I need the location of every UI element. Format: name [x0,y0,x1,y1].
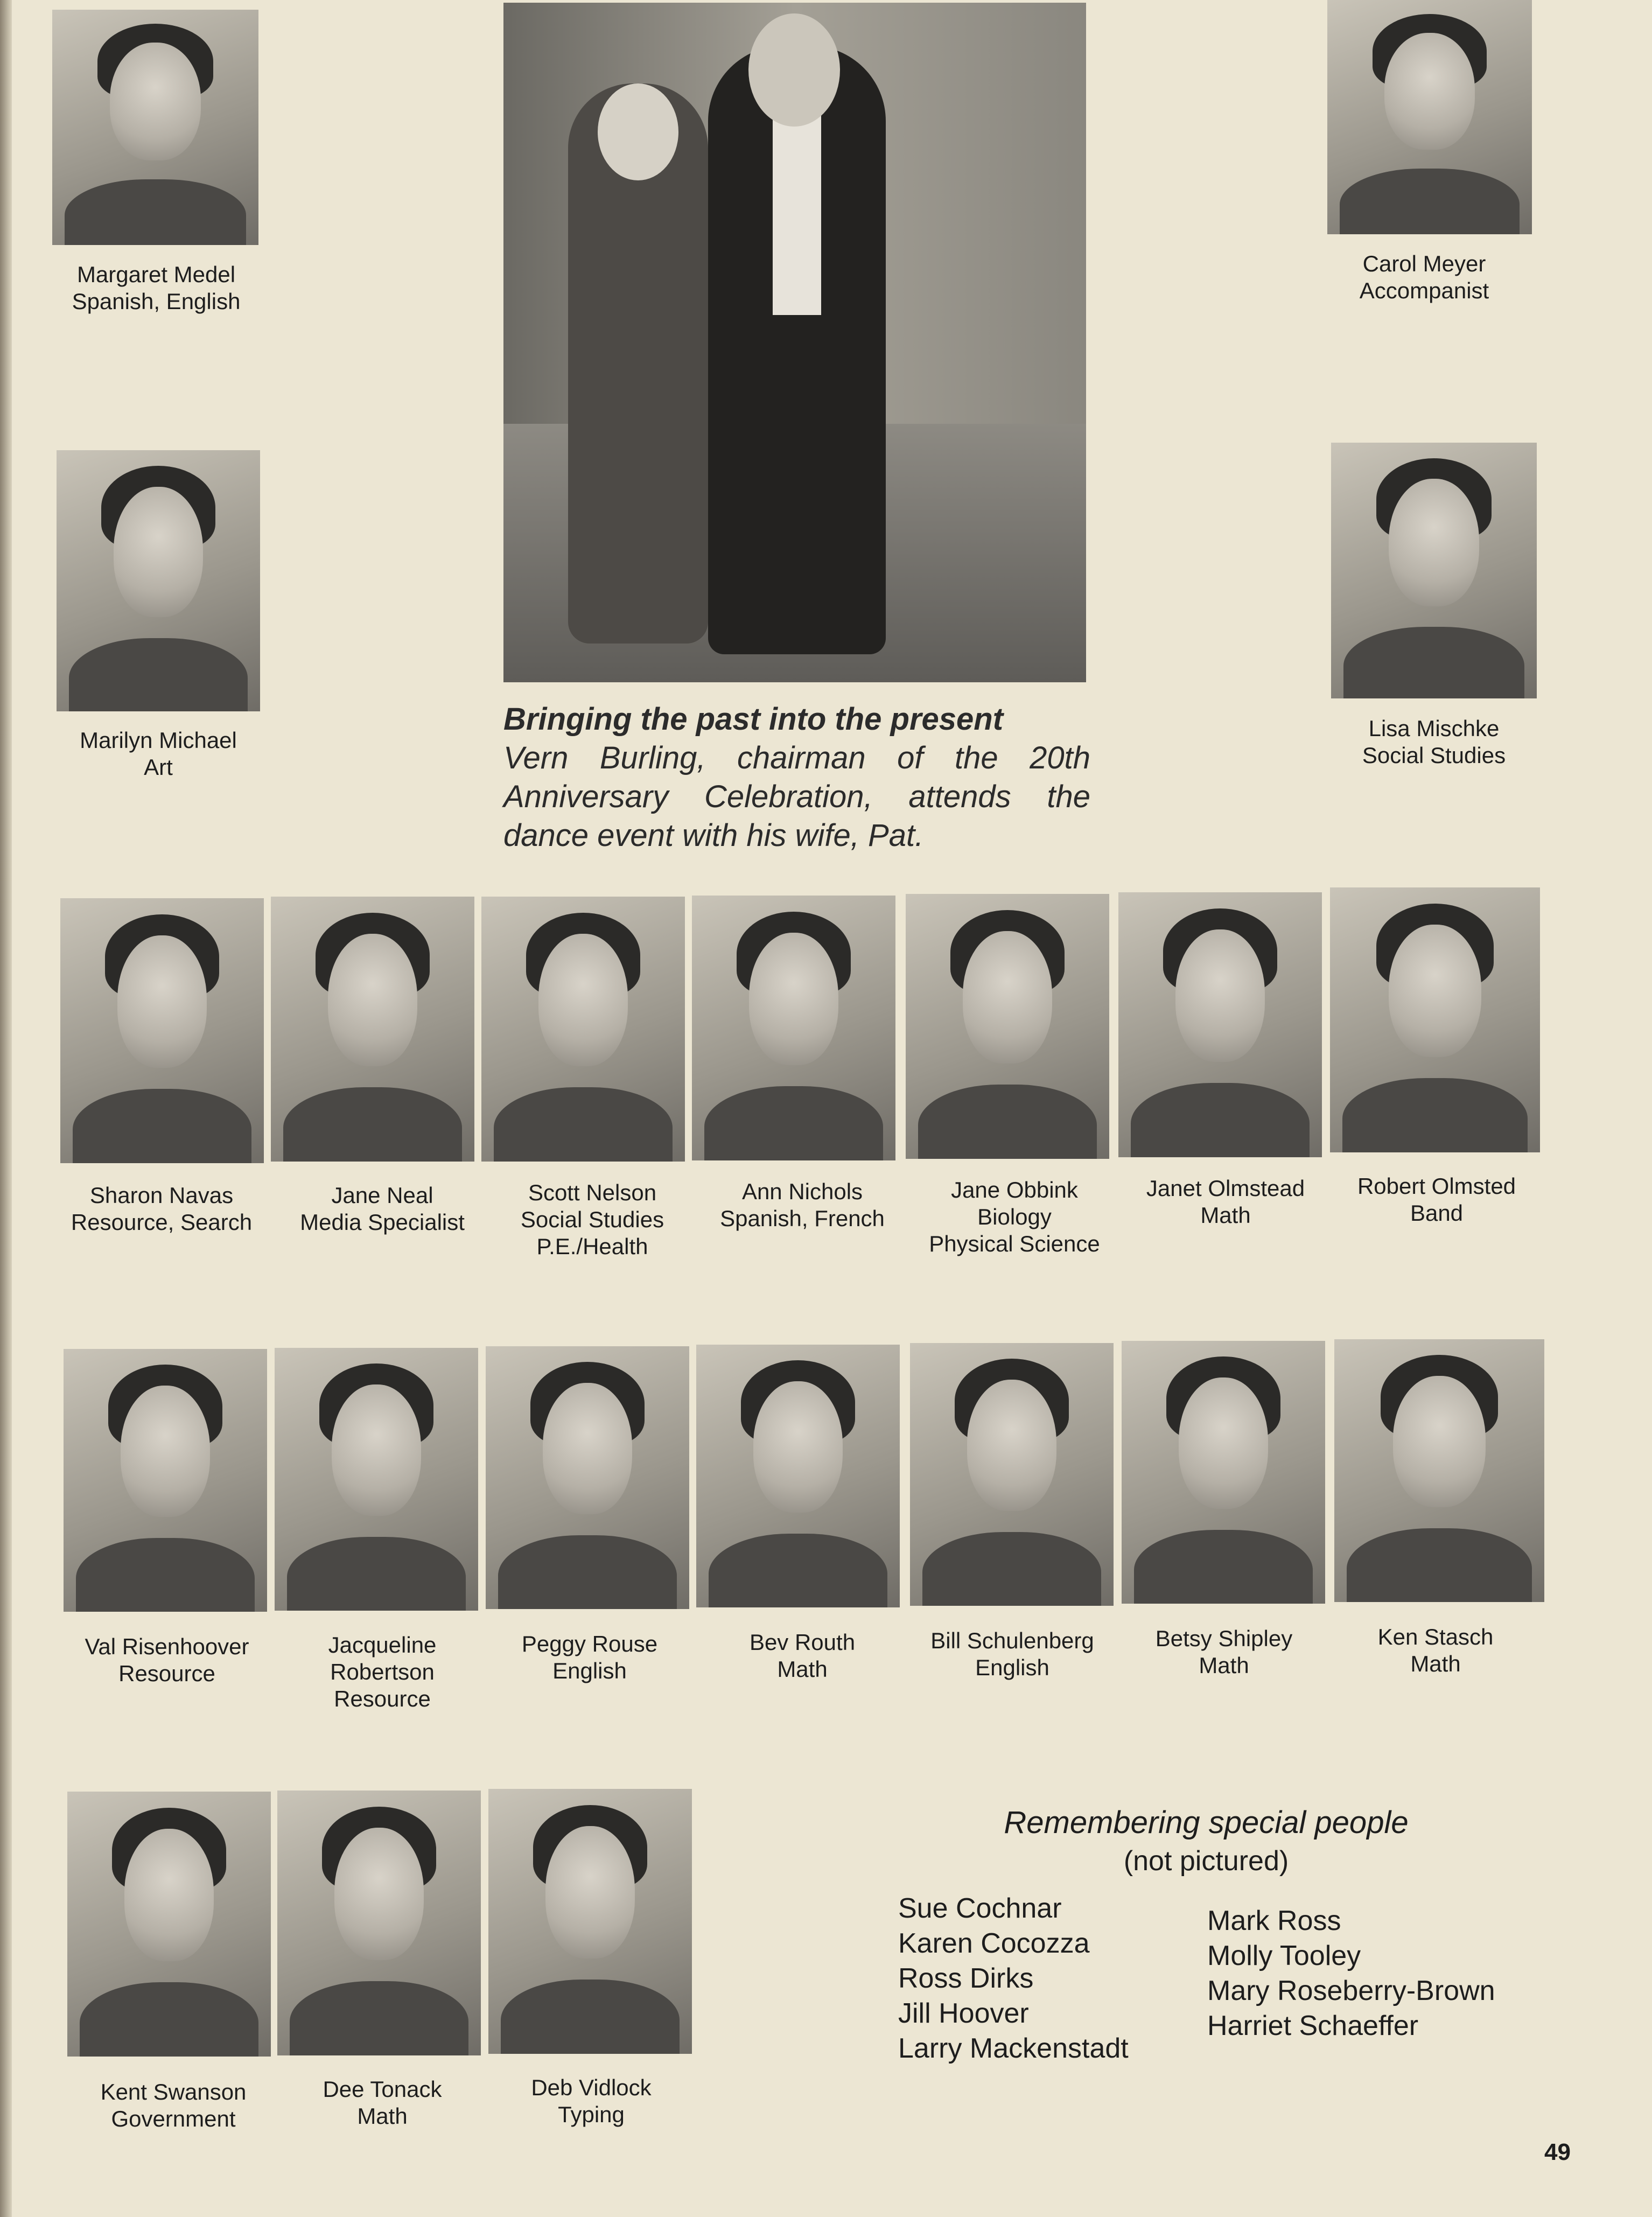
staff-subject: English [552,1658,627,1683]
staff-subject: Math [1410,1651,1461,1676]
remembered-person: Ross Dirks [898,1963,1034,1994]
staff-subject: Band [1410,1200,1464,1226]
staff-subject: Math [777,1656,828,1682]
portrait-label-deb-vidlock [484,2074,699,2128]
portrait-label-ken-stasch [1328,1624,1543,1677]
portrait-label-robert-olmsted [1329,1173,1544,1227]
staff-subject: Math [1199,1653,1249,1678]
remembering-title: Remembering special people [1004,1805,1409,1840]
staff-name: Jacqueline [328,1632,437,1657]
staff-subject: Spanish, English [72,289,241,314]
staff-subject: Typing [558,2102,625,2127]
staff-name: Peggy Rouse [521,1631,658,1656]
staff-name: Sharon Navas [89,1183,234,1208]
portrait-jane-neal [271,897,474,1162]
remembered-person: Larry Mackenstadt [898,2033,1129,2064]
portrait-label-scott-nelson [485,1179,700,1260]
portrait-label-betsy-shipley [1116,1625,1332,1679]
remembered-person: Sue Cochnar [898,1893,1062,1924]
remembered-person: Molly Tooley [1207,1940,1361,1971]
portrait-label-carol-meyer [1306,250,1543,304]
staff-subject-secondary: Physical Science [929,1231,1100,1256]
staff-name: Ann Nichols [741,1179,863,1204]
staff-name: Bill Schulenberg [930,1628,1094,1653]
staff-name: Ken Stasch [1377,1624,1494,1649]
portrait-label-margaret-medel [38,261,275,315]
portrait-peggy-rouse [486,1346,689,1609]
portrait-jacqueline-robertson [275,1348,478,1611]
staff-name: Jane Neal [331,1183,433,1208]
portrait-betsy-shipley [1122,1341,1325,1604]
portrait-label-lisa-mischke [1315,715,1552,769]
portrait-val-risenhoover [64,1349,267,1612]
portrait-lisa-mischke [1331,443,1537,698]
remembering-list-right [1207,1904,1495,2044]
staff-name: Deb Vidlock [531,2075,652,2100]
staff-subject: Media Specialist [300,1209,465,1235]
caption-body: Vern Burling, chairman of the 20th Anniversary Celebration, attends the dance event with his wife, Pat. [503,740,1090,853]
staff-subject: Social Studies [1362,743,1506,768]
portrait-label-sharon-navas [54,1182,269,1236]
staff-subject: English [975,1655,1049,1680]
remembered-person: Mary Roseberry-Brown [1207,1975,1495,2006]
staff-name: Marilyn Michael [80,728,237,753]
feature-photo-vern-pat-burling [503,3,1086,682]
staff-subject: Resource, Search [71,1209,253,1235]
portrait-sharon-navas [60,898,264,1163]
staff-subject: Art [144,754,173,780]
staff-name: Scott Nelson [528,1180,657,1205]
portrait-carol-meyer [1327,0,1532,234]
portrait-label-kent-swanson [66,2079,281,2132]
staff-name: Jane Obbink [951,1177,1078,1202]
feature-photo-caption [503,700,1090,855]
remembered-person: Harriet Schaeffer [1207,2010,1419,2041]
portrait-label-dee-tonack [275,2076,490,2130]
portrait-dee-tonack [277,1791,481,2055]
portrait-deb-vidlock [488,1789,692,2054]
staff-name: Margaret Medel [76,262,236,287]
binding-gutter [0,0,12,2217]
remembering-list-left [898,1891,1129,2066]
portrait-label-jacqueline-robertson [275,1632,490,1712]
staff-name: Lisa Mischke [1368,716,1500,741]
staff-name: Bev Routh [749,1629,856,1655]
staff-subject: Math [357,2103,408,2129]
portrait-label-peggy-rouse [482,1631,697,1684]
staff-name: Carol Meyer [1362,251,1486,276]
page-number: 49 [1544,2139,1571,2165]
portrait-bev-routh [696,1345,900,1607]
portrait-marilyn-michael [57,450,260,711]
portrait-label-ann-nichols [695,1178,910,1232]
staff-name-continued: Robertson [330,1659,435,1684]
portrait-label-val-risenhoover [59,1633,275,1687]
staff-name: Val Risenhoover [85,1634,249,1659]
remembering-subtitle: (not pictured) [1123,1845,1289,1877]
portrait-jane-obbink [906,894,1109,1159]
portrait-label-janet-olmstead [1118,1175,1333,1229]
portrait-janet-olmstead [1118,892,1322,1157]
portrait-ann-nichols [692,896,895,1160]
remembered-person: Karen Cocozza [898,1928,1090,1959]
staff-subject: Social Studies [520,1207,664,1232]
portrait-robert-olmsted [1330,887,1540,1152]
staff-subject: Government [111,2106,236,2131]
staff-name: Janet Olmstead [1146,1176,1305,1201]
portrait-ken-stasch [1334,1339,1544,1602]
staff-subject: Spanish, French [720,1206,885,1231]
portrait-label-bev-routh [695,1629,910,1683]
portrait-label-jane-neal [275,1182,490,1236]
staff-subject-secondary: P.E./Health [536,1234,648,1259]
staff-subject: Biology [977,1204,1052,1229]
staff-name: Kent Swanson [100,2079,247,2104]
caption-title: Bringing the past into the present [503,702,1004,737]
portrait-kent-swanson [67,1792,271,2057]
portrait-label-marilyn-michael [40,727,277,781]
staff-name: Robert Olmsted [1357,1173,1516,1199]
staff-name: Dee Tonack [323,2076,442,2102]
portrait-scott-nelson [481,897,685,1162]
staff-subject: Math [1200,1202,1251,1228]
staff-subject: Resource [334,1686,431,1711]
staff-subject: Resource [118,1661,215,1686]
staff-name: Betsy Shipley [1155,1626,1293,1651]
remembered-person: Mark Ross [1207,1905,1341,1936]
portrait-bill-schulenberg [910,1343,1114,1606]
portrait-margaret-medel [52,10,258,245]
portrait-label-jane-obbink [907,1177,1122,1257]
staff-subject: Accompanist [1359,278,1489,303]
remembered-person: Jill Hoover [898,1998,1029,2029]
portrait-label-bill-schulenberg [905,1627,1120,1681]
